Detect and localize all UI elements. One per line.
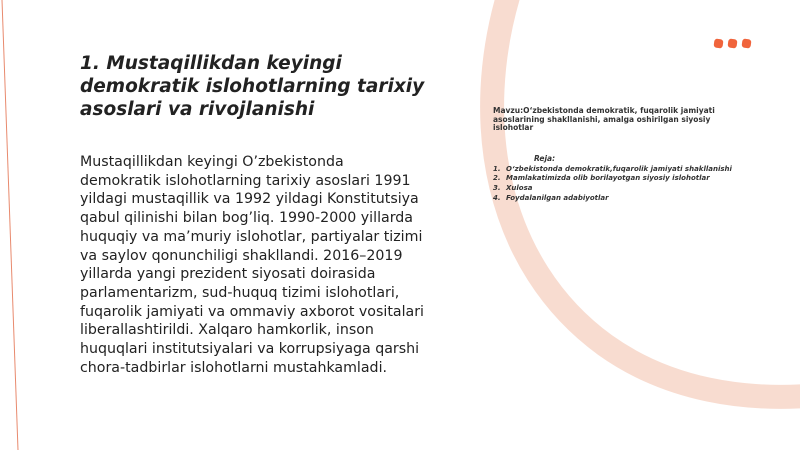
plan-topic: Mavzu:O‘zbekistonda demokratik, fuqarolik jamiyati asoslarining shakllanishi, amalga oshirilgan siyosiy islohotlar [493,106,715,133]
plan-item-text: Mamlakatimizda olib borilayotgan siyosiy islohotlar [506,174,710,183]
accent-dots [714,39,751,48]
plan-item [493,194,733,204]
plan-item-text: O‘zbekistonda demokratik,fuqarolik jamiyati shakllanishi [506,164,732,173]
plan-item-text: Foydalanilgan adabiyotlar [506,193,609,202]
thin-line-decoration [2,0,18,450]
slide-body-text: Mustaqillikdan keyingi O’zbekistonda demokratik islohotlarning tarixiy asoslari 1991 yildagi mustaqillik va 1992 yildagi Konstitutsiya qabul qilinishi bilan bog’liq. 1990-2000 yillarda huquqiy va ma’muriy islohotlar, partiyalar tizimi va saylov qonunchiligi shakllandi. 2016–2019 yillarda yangi prezident siyosati doirasida parlamentarizm, sud-huquq tizimi islohotlari, fuqarolik jamiyati va ommaviy axborot vositalari liberallashtirildi. Xalqaro hamkorlik, inson huquqlari institutsiyalari va korrupsiyaga qarshi chora-tadbirlar islohotlarni mustahkamladi. [80,154,424,376]
plan-item [493,184,733,194]
accent-dot [713,38,723,48]
plan-list [493,165,733,203]
plan-panel [493,107,733,203]
accent-dot [727,38,737,48]
plan-title: Reja: [534,153,556,163]
accent-dot [741,38,751,48]
plan-item-number: 2. [493,174,501,183]
plan-item-number: 4. [493,193,501,202]
plan-item [493,165,733,175]
plan-item [493,174,733,184]
plan-item-number: 1. [493,164,501,173]
plan-item-text: Xulosa [506,183,533,192]
slide-heading: 1. Mustaqillikdan keyingi demokratik islohotlarning tarixiy asoslari va rivojlanishi [80,53,425,120]
plan-item-number: 3. [493,183,501,192]
